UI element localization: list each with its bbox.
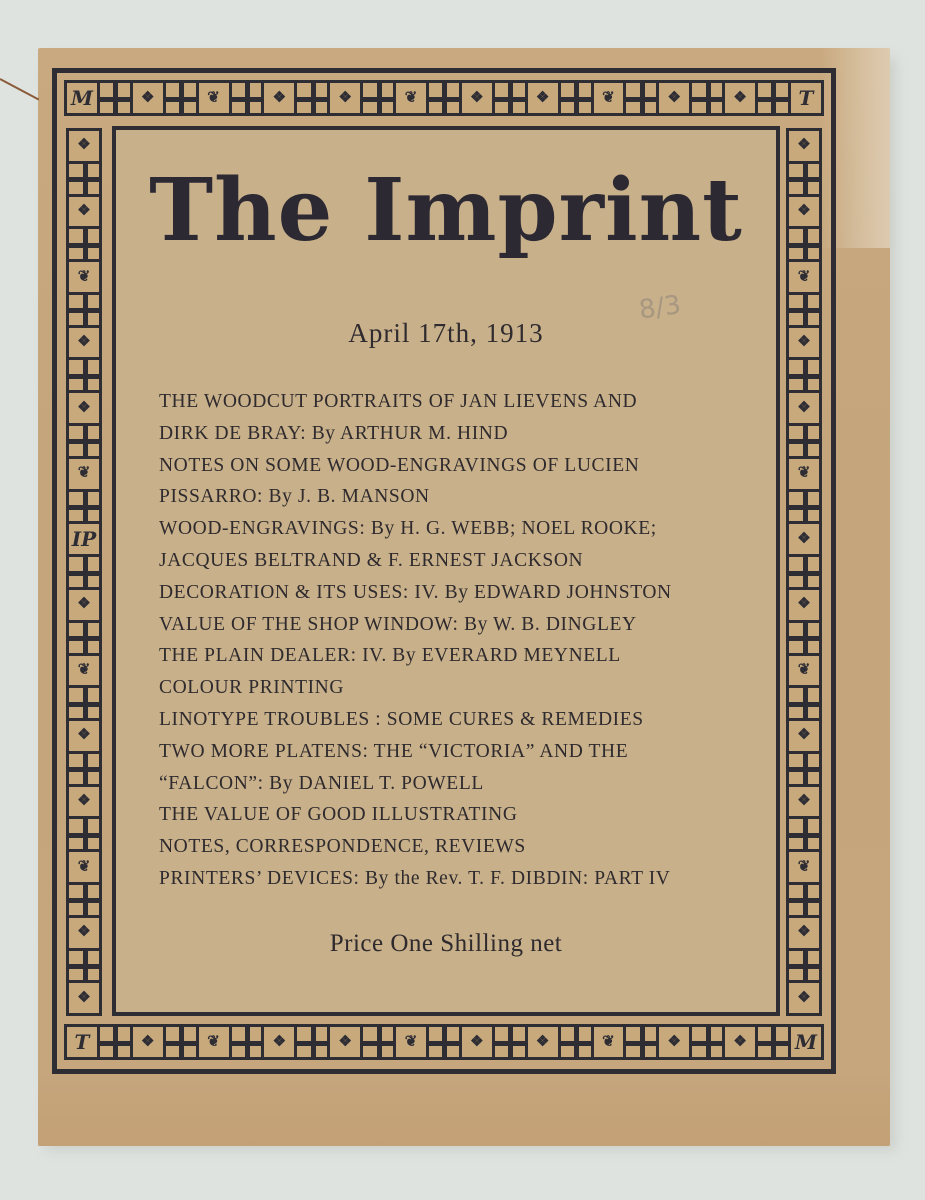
knot-ornament-icon [495,1027,525,1057]
binding-string [0,78,39,100]
diamond-ornament-icon: ❖ [133,1027,163,1057]
knot-ornament-icon [363,1027,393,1057]
knot-ornament-icon [789,492,819,522]
leaf-ornament-icon: ❦ [69,459,99,489]
diamond-ornament-icon: ❖ [462,1027,492,1057]
knot-ornament-icon [297,1027,327,1057]
knot-ornament-icon [69,229,99,259]
diamond-ornament-icon: ❖ [789,131,819,161]
price-line: Price One Shilling net [329,930,563,957]
leaf-ornament-icon: ❦ [789,262,819,292]
knot-ornament-icon [297,83,327,113]
leaf-ornament-icon: ❦ [396,1027,426,1057]
diamond-ornament-icon: ❖ [330,1027,360,1057]
cover-content [116,130,776,1012]
diamond-ornament-icon: ❖ [69,393,99,423]
contents-line: PISSARRO: By J. B. MANSON [159,486,430,508]
diamond-ornament-icon: ❖ [659,83,689,113]
knot-ornament-icon [789,164,819,194]
leaf-ornament-icon: ❦ [396,83,426,113]
diamond-ornament-icon: ❖ [789,787,819,817]
diamond-ornament-icon: ❖ [330,83,360,113]
knot-ornament-icon [100,83,130,113]
knot-ornament-icon [69,557,99,587]
border-band-top [64,80,824,116]
knot-ornament-icon [69,754,99,784]
diamond-ornament-icon: ❖ [69,131,99,161]
knot-ornament-icon [758,1027,788,1057]
contents-line: LINOTYPE TROUBLES : SOME CURES & REMEDIES [159,708,644,730]
knot-ornament-icon [69,623,99,653]
knot-ornament-icon [69,295,99,325]
diamond-ornament-icon: ❖ [264,1027,294,1057]
knot-ornament-icon [69,688,99,718]
knot-ornament-icon [789,229,819,259]
knot-ornament-icon [789,426,819,456]
diamond-ornament-icon: ❖ [725,1027,755,1057]
corner-monogram-icon: T [67,1027,97,1057]
diamond-ornament-icon: ❖ [69,197,99,227]
masthead-title: The Imprint [149,160,743,261]
diamond-ornament-icon: ❖ [659,1027,689,1057]
knot-ornament-icon [69,492,99,522]
diamond-ornament-icon: ❖ [789,721,819,751]
leaf-ornament-icon: ❦ [789,852,819,882]
diamond-ornament-icon: ❖ [69,918,99,948]
leaf-ornament-icon: ❦ [789,656,819,686]
knot-ornament-icon [789,295,819,325]
knot-ornament-icon [789,819,819,849]
knot-ornament-icon [69,360,99,390]
knot-ornament-icon [69,164,99,194]
border-band-left [66,128,102,1016]
diamond-ornament-icon: ❖ [69,983,99,1013]
contents-line: THE VALUE OF GOOD ILLUSTRATING [159,804,518,826]
paper-toning [38,1066,890,1146]
knot-ornament-icon [789,951,819,981]
contents-line: PRINTERS’ DEVICES: By the Rev. T. F. DIBDIN: PART IV [159,867,671,889]
knot-ornament-icon [363,83,393,113]
leaf-ornament-icon: ❦ [69,852,99,882]
knot-ornament-icon [789,557,819,587]
diamond-ornament-icon: ❖ [789,918,819,948]
corner-monogram-icon: M [67,83,97,113]
knot-ornament-icon [232,83,262,113]
knot-ornament-icon [69,951,99,981]
knot-ornament-icon [626,1027,656,1057]
knot-ornament-icon [789,688,819,718]
contents-line: THE PLAIN DEALER: IV. By EVERARD MEYNELL [159,645,621,667]
border-band-right [786,128,822,1016]
monogram-icon: IP [69,524,99,554]
diamond-ornament-icon: ❖ [528,83,558,113]
diamond-ornament-icon: ❖ [133,83,163,113]
diamond-ornament-icon: ❖ [789,983,819,1013]
contents-line: COLOUR PRINTING [159,677,345,699]
leaf-ornament-icon: ❦ [69,656,99,686]
contents-line: NOTES ON SOME WOOD-ENGRAVINGS OF LUCIEN [159,454,640,476]
knot-ornament-icon [561,83,591,113]
contents-line: THE WOODCUT PORTRAITS OF JAN LIEVENS AND [159,391,638,412]
knot-ornament-icon [789,360,819,390]
knot-ornament-icon [69,885,99,915]
contents-line: DECORATION & ITS USES: IV. By EDWARD JOHNSTON [159,581,672,603]
diamond-ornament-icon: ❖ [69,590,99,620]
contents-line: DIRK DE BRAY: By ARTHUR M. HIND [159,422,509,444]
knot-ornament-icon [789,754,819,784]
knot-ornament-icon [166,1027,196,1057]
diamond-ornament-icon: ❖ [789,524,819,554]
leaf-ornament-icon: ❦ [199,1027,229,1057]
contents-line: JACQUES BELTRAND & F. ERNEST JACKSON [159,549,584,571]
knot-ornament-icon [69,819,99,849]
diamond-ornament-icon: ❖ [725,83,755,113]
border-band-bottom [64,1024,824,1060]
diamond-ornament-icon: ❖ [789,393,819,423]
leaf-ornament-icon: ❦ [69,262,99,292]
diamond-ornament-icon: ❖ [264,83,294,113]
diamond-ornament-icon: ❖ [462,83,492,113]
knot-ornament-icon [626,83,656,113]
contents-line: VALUE OF THE SHOP WINDOW: By W. B. DINGLEY [159,613,637,635]
diamond-ornament-icon: ❖ [69,328,99,358]
leaf-ornament-icon: ❦ [594,1027,624,1057]
knot-ornament-icon [692,83,722,113]
pencil-annotation: 8/3 [637,290,683,326]
leaf-ornament-icon: ❦ [789,459,819,489]
table-of-contents [159,386,737,895]
knot-ornament-icon [69,426,99,456]
leaf-ornament-icon: ❦ [199,83,229,113]
contents-line: TWO MORE PLATENS: THE “VICTORIA” AND THE [159,740,629,762]
knot-ornament-icon [561,1027,591,1057]
diamond-ornament-icon: ❖ [69,721,99,751]
issue-date: April 17th, 1913 [348,318,544,348]
corner-monogram-icon: M [791,1027,821,1057]
contents-line: NOTES, CORRESPONDENCE, REVIEWS [159,836,526,858]
leaf-ornament-icon: ❦ [594,83,624,113]
knot-ornament-icon [429,83,459,113]
diamond-ornament-icon: ❖ [789,197,819,227]
knot-ornament-icon [232,1027,262,1057]
diamond-ornament-icon: ❖ [789,328,819,358]
contents-line: WOOD-ENGRAVINGS: By H. G. WEBB; NOEL ROOKE; [159,518,657,540]
knot-ornament-icon [758,83,788,113]
knot-ornament-icon [495,83,525,113]
contents-line: “FALCON”: By DANIEL T. POWELL [159,772,484,794]
diamond-ornament-icon: ❖ [69,787,99,817]
knot-ornament-icon [789,623,819,653]
knot-ornament-icon [789,885,819,915]
diamond-ornament-icon: ❖ [528,1027,558,1057]
knot-ornament-icon [100,1027,130,1057]
knot-ornament-icon [166,83,196,113]
corner-monogram-icon: T [791,83,821,113]
knot-ornament-icon [429,1027,459,1057]
knot-ornament-icon [692,1027,722,1057]
diamond-ornament-icon: ❖ [789,590,819,620]
